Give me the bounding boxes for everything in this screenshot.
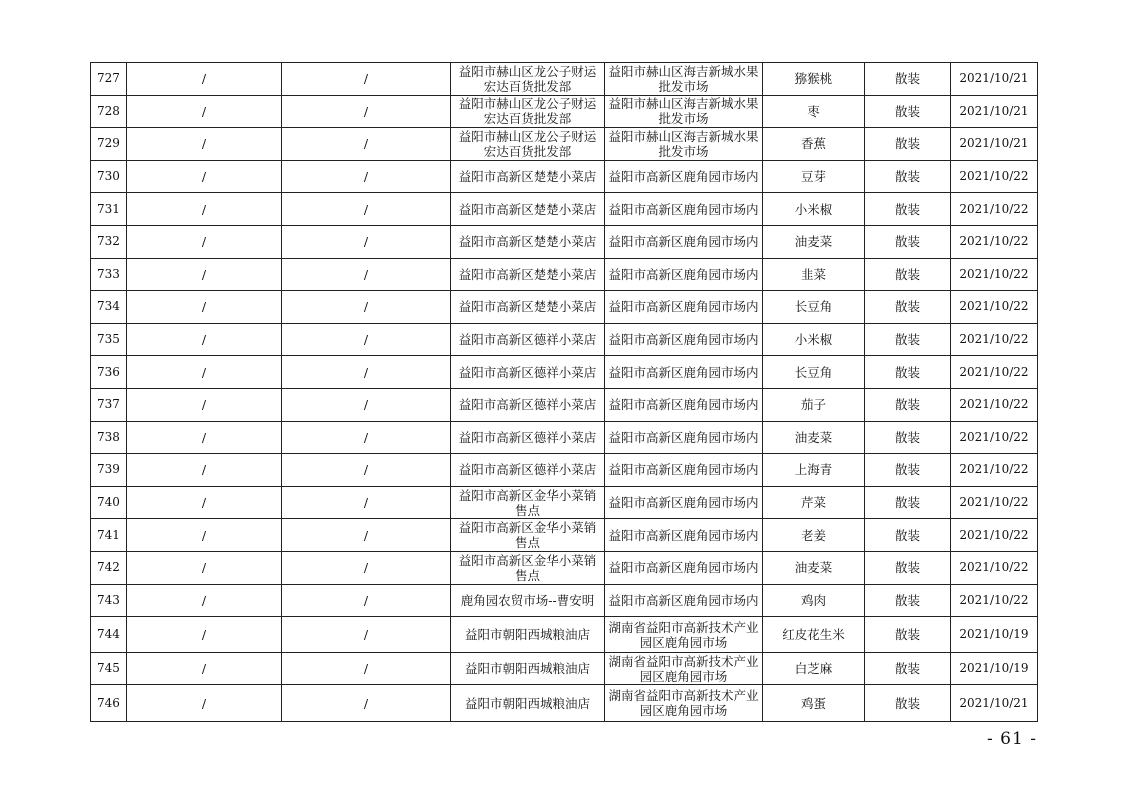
serial-number-cell: 732	[91, 225, 127, 258]
specification-cell: 散装	[865, 356, 951, 389]
serial-number-cell: 738	[91, 421, 127, 454]
serial-number-cell: 731	[91, 193, 127, 226]
enterprise-address-cell: 益阳市高新区鹿角园市场内	[605, 519, 763, 552]
sampling-date-cell: 2021/10/22	[951, 454, 1038, 487]
table-row	[91, 421, 1038, 454]
product-name-cell: 白芝麻	[763, 653, 865, 685]
enterprise-name-cell: 益阳市高新区金华小菜销售点	[451, 519, 605, 552]
table-row	[91, 685, 1038, 722]
enterprise-address-cell: 益阳市高新区鹿角园市场内	[605, 193, 763, 226]
enterprise-address-cell: 益阳市赫山区海吉新城水果批发市场	[605, 63, 763, 96]
enterprise-address-cell: 湖南省益阳市高新技术产业园区鹿角园市场	[605, 653, 763, 685]
sampling-date-cell: 2021/10/19	[951, 653, 1038, 685]
blank-field-cell: /	[127, 519, 282, 552]
table-row	[91, 95, 1038, 128]
table-row	[91, 160, 1038, 193]
sampling-date-cell: 2021/10/22	[951, 519, 1038, 552]
serial-number-cell: 737	[91, 388, 127, 421]
enterprise-address-cell: 益阳市高新区鹿角园市场内	[605, 454, 763, 487]
sampling-results-table	[90, 62, 1038, 722]
sampling-date-cell: 2021/10/22	[951, 584, 1038, 617]
blank-field-cell: /	[127, 388, 282, 421]
blank-field-cell: /	[127, 291, 282, 324]
sampling-date-cell: 2021/10/22	[951, 291, 1038, 324]
table-row	[91, 617, 1038, 653]
enterprise-name-cell: 益阳市赫山区龙公子财运宏达百货批发部	[451, 95, 605, 128]
table-row	[91, 258, 1038, 291]
blank-field-cell: /	[127, 258, 282, 291]
enterprise-address-cell: 益阳市高新区鹿角园市场内	[605, 486, 763, 519]
enterprise-name-cell: 益阳市高新区楚楚小菜店	[451, 160, 605, 193]
product-name-cell: 香蕉	[763, 128, 865, 161]
enterprise-address-cell: 益阳市高新区鹿角园市场内	[605, 584, 763, 617]
sampling-date-cell: 2021/10/22	[951, 323, 1038, 356]
table-row	[91, 356, 1038, 389]
product-name-cell: 红皮花生米	[763, 617, 865, 653]
product-name-cell: 豆芽	[763, 160, 865, 193]
serial-number-cell: 728	[91, 95, 127, 128]
enterprise-name-cell: 益阳市赫山区龙公子财运宏达百货批发部	[451, 63, 605, 96]
blank-field-cell: /	[282, 584, 451, 617]
specification-cell: 散装	[865, 63, 951, 96]
table-row	[91, 486, 1038, 519]
sampling-date-cell: 2021/10/22	[951, 225, 1038, 258]
blank-field-cell: /	[282, 291, 451, 324]
specification-cell: 散装	[865, 128, 951, 161]
blank-field-cell: /	[282, 421, 451, 454]
blank-field-cell: /	[127, 551, 282, 584]
product-name-cell: 长豆角	[763, 356, 865, 389]
table-row	[91, 323, 1038, 356]
serial-number-cell: 739	[91, 454, 127, 487]
product-name-cell: 油麦菜	[763, 225, 865, 258]
enterprise-name-cell: 益阳市高新区楚楚小菜店	[451, 225, 605, 258]
specification-cell: 散装	[865, 685, 951, 722]
blank-field-cell: /	[127, 193, 282, 226]
sampling-date-cell: 2021/10/21	[951, 63, 1038, 96]
enterprise-address-cell: 湖南省益阳市高新技术产业园区鹿角园市场	[605, 685, 763, 722]
blank-field-cell: /	[282, 258, 451, 291]
serial-number-cell: 733	[91, 258, 127, 291]
specification-cell: 散装	[865, 95, 951, 128]
specification-cell: 散装	[865, 584, 951, 617]
enterprise-name-cell: 益阳市高新区金华小菜销售点	[451, 486, 605, 519]
blank-field-cell: /	[282, 356, 451, 389]
blank-field-cell: /	[282, 323, 451, 356]
blank-field-cell: /	[282, 388, 451, 421]
blank-field-cell: /	[282, 653, 451, 685]
specification-cell: 散装	[865, 193, 951, 226]
serial-number-cell: 727	[91, 63, 127, 96]
enterprise-address-cell: 湖南省益阳市高新技术产业园区鹿角园市场	[605, 617, 763, 653]
enterprise-address-cell: 益阳市高新区鹿角园市场内	[605, 356, 763, 389]
serial-number-cell: 744	[91, 617, 127, 653]
product-name-cell: 老姜	[763, 519, 865, 552]
sampling-date-cell: 2021/10/22	[951, 356, 1038, 389]
enterprise-address-cell: 益阳市高新区鹿角园市场内	[605, 551, 763, 584]
sampling-date-cell: 2021/10/22	[951, 388, 1038, 421]
sampling-date-cell: 2021/10/21	[951, 685, 1038, 722]
enterprise-name-cell: 益阳市朝阳西城粮油店	[451, 617, 605, 653]
enterprise-address-cell: 益阳市赫山区海吉新城水果批发市场	[605, 128, 763, 161]
enterprise-address-cell: 益阳市高新区鹿角园市场内	[605, 388, 763, 421]
blank-field-cell: /	[127, 653, 282, 685]
table-row	[91, 193, 1038, 226]
product-name-cell: 鸡肉	[763, 584, 865, 617]
sampling-date-cell: 2021/10/21	[951, 128, 1038, 161]
sampling-date-cell: 2021/10/22	[951, 421, 1038, 454]
blank-field-cell: /	[127, 584, 282, 617]
blank-field-cell: /	[127, 160, 282, 193]
serial-number-cell: 740	[91, 486, 127, 519]
page-number: - 61 -	[987, 729, 1037, 749]
sampling-date-cell: 2021/10/22	[951, 551, 1038, 584]
blank-field-cell: /	[282, 617, 451, 653]
specification-cell: 散装	[865, 258, 951, 291]
enterprise-name-cell: 益阳市高新区楚楚小菜店	[451, 193, 605, 226]
blank-field-cell: /	[282, 685, 451, 722]
blank-field-cell: /	[282, 519, 451, 552]
enterprise-name-cell: 鹿角园农贸市场--曹安明	[451, 584, 605, 617]
sampling-date-cell: 2021/10/22	[951, 160, 1038, 193]
blank-field-cell: /	[127, 63, 282, 96]
specification-cell: 散装	[865, 486, 951, 519]
sampling-date-cell: 2021/10/22	[951, 193, 1038, 226]
blank-field-cell: /	[282, 486, 451, 519]
blank-field-cell: /	[127, 617, 282, 653]
enterprise-address-cell: 益阳市高新区鹿角园市场内	[605, 323, 763, 356]
table-row	[91, 551, 1038, 584]
enterprise-name-cell: 益阳市高新区德祥小菜店	[451, 323, 605, 356]
enterprise-name-cell: 益阳市高新区德祥小菜店	[451, 356, 605, 389]
table-row	[91, 291, 1038, 324]
product-name-cell: 上海青	[763, 454, 865, 487]
enterprise-name-cell: 益阳市朝阳西城粮油店	[451, 653, 605, 685]
enterprise-name-cell: 益阳市朝阳西城粮油店	[451, 685, 605, 722]
enterprise-name-cell: 益阳市赫山区龙公子财运宏达百货批发部	[451, 128, 605, 161]
table-body	[91, 63, 1038, 722]
specification-cell: 散装	[865, 225, 951, 258]
blank-field-cell: /	[282, 160, 451, 193]
product-name-cell: 韭菜	[763, 258, 865, 291]
blank-field-cell: /	[127, 486, 282, 519]
product-name-cell: 小米椒	[763, 323, 865, 356]
serial-number-cell: 729	[91, 128, 127, 161]
specification-cell: 散装	[865, 323, 951, 356]
sampling-date-cell: 2021/10/22	[951, 258, 1038, 291]
blank-field-cell: /	[282, 551, 451, 584]
serial-number-cell: 743	[91, 584, 127, 617]
blank-field-cell: /	[127, 225, 282, 258]
enterprise-name-cell: 益阳市高新区楚楚小菜店	[451, 291, 605, 324]
blank-field-cell: /	[282, 193, 451, 226]
serial-number-cell: 734	[91, 291, 127, 324]
blank-field-cell: /	[282, 95, 451, 128]
serial-number-cell: 746	[91, 685, 127, 722]
enterprise-name-cell: 益阳市高新区德祥小菜店	[451, 388, 605, 421]
specification-cell: 散装	[865, 617, 951, 653]
serial-number-cell: 745	[91, 653, 127, 685]
specification-cell: 散装	[865, 653, 951, 685]
enterprise-address-cell: 益阳市高新区鹿角园市场内	[605, 225, 763, 258]
sampling-date-cell: 2021/10/19	[951, 617, 1038, 653]
specification-cell: 散装	[865, 160, 951, 193]
enterprise-address-cell: 益阳市高新区鹿角园市场内	[605, 291, 763, 324]
product-name-cell: 小米椒	[763, 193, 865, 226]
blank-field-cell: /	[127, 323, 282, 356]
enterprise-address-cell: 益阳市高新区鹿角园市场内	[605, 421, 763, 454]
enterprise-address-cell: 益阳市赫山区海吉新城水果批发市场	[605, 95, 763, 128]
product-name-cell: 油麦菜	[763, 551, 865, 584]
enterprise-address-cell: 益阳市高新区鹿角园市场内	[605, 160, 763, 193]
table-row	[91, 128, 1038, 161]
enterprise-name-cell: 益阳市高新区楚楚小菜店	[451, 258, 605, 291]
serial-number-cell: 736	[91, 356, 127, 389]
specification-cell: 散装	[865, 454, 951, 487]
table-row	[91, 63, 1038, 96]
specification-cell: 散装	[865, 388, 951, 421]
product-name-cell: 油麦菜	[763, 421, 865, 454]
blank-field-cell: /	[127, 454, 282, 487]
product-name-cell: 鸡蛋	[763, 685, 865, 722]
table-row	[91, 519, 1038, 552]
serial-number-cell: 742	[91, 551, 127, 584]
enterprise-name-cell: 益阳市高新区德祥小菜店	[451, 454, 605, 487]
serial-number-cell: 735	[91, 323, 127, 356]
table-row	[91, 225, 1038, 258]
table-row	[91, 454, 1038, 487]
product-name-cell: 猕猴桃	[763, 63, 865, 96]
blank-field-cell: /	[282, 63, 451, 96]
table-row	[91, 584, 1038, 617]
table-row	[91, 653, 1038, 685]
specification-cell: 散装	[865, 519, 951, 552]
blank-field-cell: /	[282, 454, 451, 487]
sampling-date-cell: 2021/10/22	[951, 486, 1038, 519]
product-name-cell: 芹菜	[763, 486, 865, 519]
blank-field-cell: /	[127, 685, 282, 722]
specification-cell: 散装	[865, 421, 951, 454]
product-name-cell: 长豆角	[763, 291, 865, 324]
blank-field-cell: /	[282, 128, 451, 161]
blank-field-cell: /	[127, 95, 282, 128]
blank-field-cell: /	[282, 225, 451, 258]
table-row	[91, 388, 1038, 421]
serial-number-cell: 741	[91, 519, 127, 552]
blank-field-cell: /	[127, 356, 282, 389]
serial-number-cell: 730	[91, 160, 127, 193]
enterprise-address-cell: 益阳市高新区鹿角园市场内	[605, 258, 763, 291]
product-name-cell: 茄子	[763, 388, 865, 421]
enterprise-name-cell: 益阳市高新区德祥小菜店	[451, 421, 605, 454]
product-name-cell: 枣	[763, 95, 865, 128]
sampling-date-cell: 2021/10/21	[951, 95, 1038, 128]
blank-field-cell: /	[127, 128, 282, 161]
enterprise-name-cell: 益阳市高新区金华小菜销售点	[451, 551, 605, 584]
specification-cell: 散装	[865, 291, 951, 324]
blank-field-cell: /	[127, 421, 282, 454]
specification-cell: 散装	[865, 551, 951, 584]
